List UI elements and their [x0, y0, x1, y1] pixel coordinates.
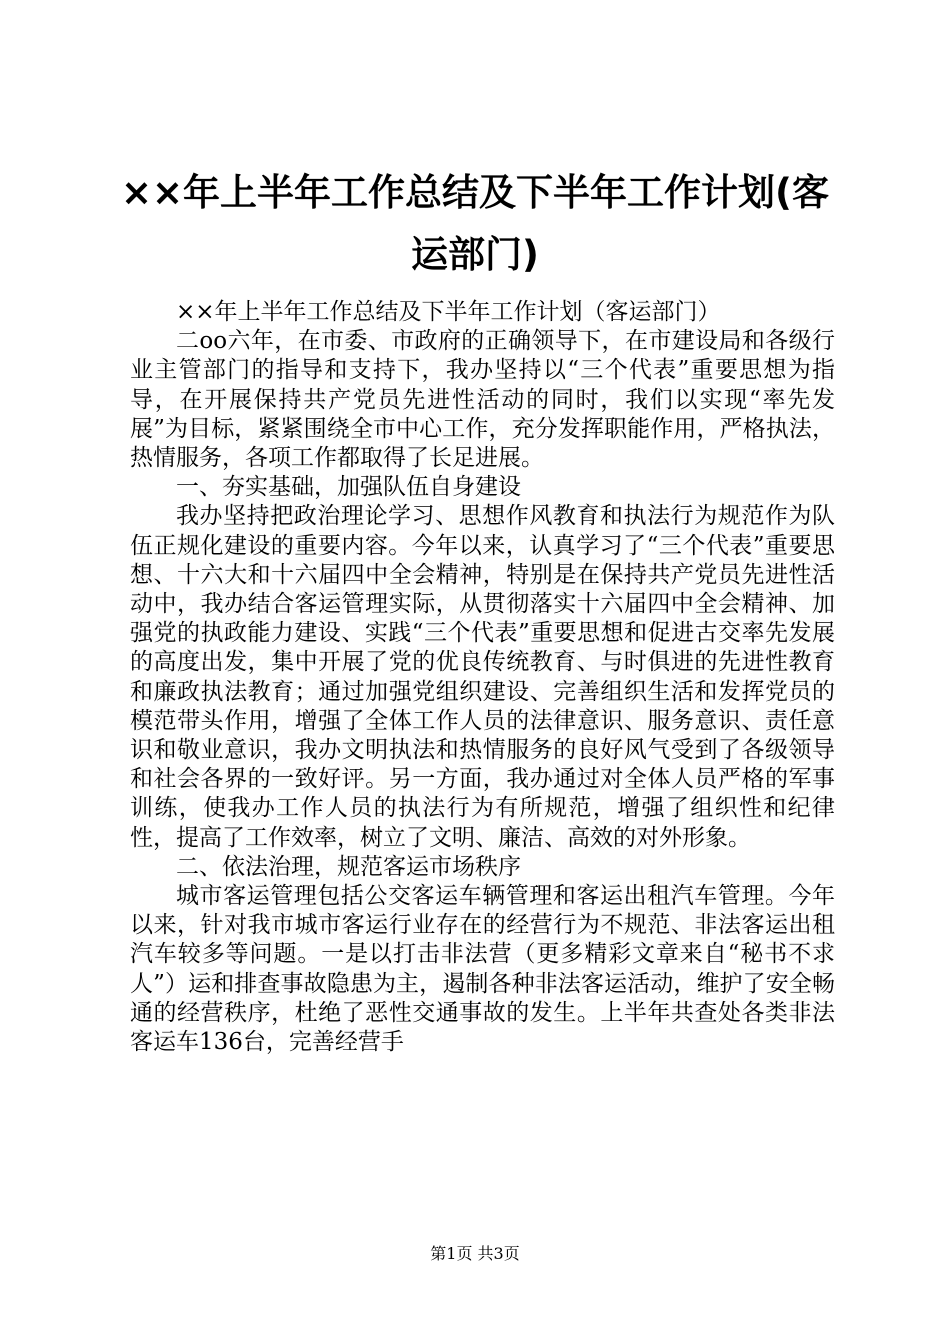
section-heading-1: 一、夯实基础，加强队伍自身建设	[176, 474, 521, 501]
paragraph-intro: 二oo六年，在市委、市政府的正确领导下，在市建设局和各级行业主管部门的指导和支持下，我办坚持以“三个代表”重要思想为指导，在开展保持共产党员先进性活动的同时，我们以实现“率先发展”为目标，紧紧围绕全市中心工作，充分发挥职能作用，严格执法，热情服务，各项工作都取得了长足进展。	[130, 328, 835, 472]
paragraph-section-1: 我办坚持把政治理论学习、思想作风教育和执法行为规范作为队伍正规化建设的重要内容。今年以来，认真学习了“三个代表”重要思想、十六大和十六届四中全会精神，特别是在保持共产党员先进性活动中，我办结合客运管理实际，从贯彻落实十六届四中全会精神、加强党的执政能力建设、实践“三个代表”重要思想和促进古交率先发展的高度出发，集中开展了党的优良传统教育、与时俱进的先进性教育和廉政执法教育；通过加强党组织建设、完善组织生活和发挥党员的模范带头作用，增强了全体工作人员的法律意识、服务意识、责任意识和敬业意识，我办文明执法和热情服务的良好风气受到了各级领导和社会各界的一致好评。另一方面，我办通过对全体人员严格的军事训练，使我办工作人员的执法行为有所规范，增强了组织性和纪律性，提高了工作效率，树立了文明、廉洁、高效的对外形象。	[130, 503, 835, 851]
paragraph-section-2: 城市客运管理包括公交客运车辆管理和客运出租汽车管理。今年以来，针对我市城市客运行业存在的经营行为不规范、非法客运出租汽车较多等问题。一是以打击非法营（更多精彩文章来自“秘书不求人”）运和排查事故隐患为主，遏制各种非法客运活动，维护了安全畅通的经营秩序，杜绝了恶性交通事故的发生。上半年共查处各类非法客运车136台，完善经营手	[130, 883, 835, 1056]
section-heading-2: 二、依法治理，规范客运市场秩序	[176, 853, 521, 880]
document-title: ××年上半年工作总结及下半年工作计划(客运部门)	[121, 171, 829, 276]
paragraph-subtitle: ××年上半年工作总结及下半年工作计划（客运部门）	[176, 299, 721, 325]
page-number-footer: 第1页 共3页	[430, 1244, 520, 1263]
document-body	[130, 298, 835, 1057]
